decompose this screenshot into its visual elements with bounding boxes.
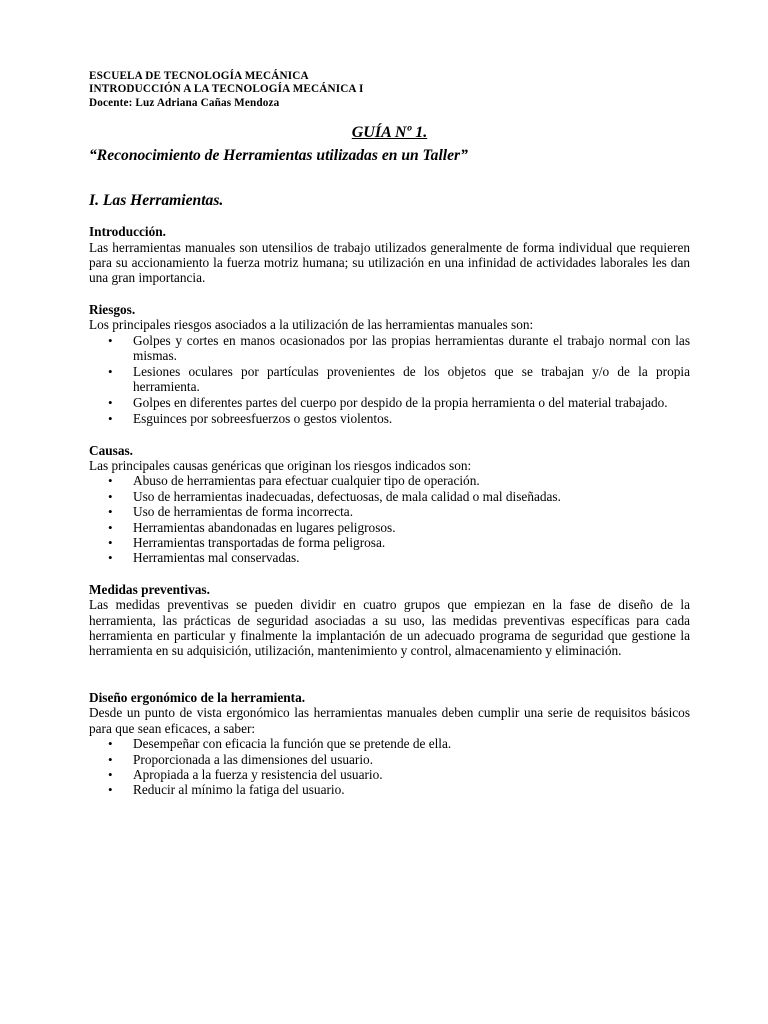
bullet-icon: • [108, 550, 113, 566]
list-item-text: Uso de herramientas inadecuadas, defectuosas, de mala calidad o mal diseñadas. [133, 488, 561, 504]
preventive-section [89, 582, 690, 659]
causes-intro: Las principales causas genéricas que originan los riesgos indicados son: [89, 458, 472, 473]
bullet-icon: • [108, 766, 113, 782]
ergonomic-heading: Diseño ergonómico de la herramienta. [89, 689, 306, 705]
list-item [108, 473, 690, 489]
bullet-icon: • [108, 332, 113, 348]
list-item-text: Apropiada a la fuerza y resistencia del usuario. [133, 766, 383, 782]
course-name: INTRODUCCIÓN A LA TECNOLOGÍA MECÁNICA I [89, 83, 364, 96]
list-item [108, 519, 690, 535]
intro-text: Las herramientas manuales son utensilios de trabajo utilizados generalmente de forma individual que requieren para su accionamiento la fuerza motriz humana; su utilización en una infinidad de actividades laborales les dan una gran importancia. [89, 239, 690, 286]
preventive-text: Las medidas preventivas se pueden dividir en cuatro grupos que empiezan en la fase de diseño de la herramienta, las prácticas de seguridad asociadas a su uso, las medidas preventivas específicas para cada herramienta en particular y finalmente la implantación de un adecuado programa de seguridad que gestione la herramienta en su adquisición, utilización, mantenimiento y control, almacenamiento y eliminación. [89, 597, 690, 659]
list-item [108, 395, 690, 411]
list-item [108, 504, 690, 520]
bullet-icon: • [108, 504, 113, 520]
preventive-heading: Medidas preventivas. [89, 581, 210, 597]
bullet-icon: • [108, 363, 113, 379]
list-item [108, 751, 690, 767]
list-item [108, 535, 690, 551]
risks-section [89, 302, 690, 427]
list-item-text: Esguinces por sobreesfuerzos o gestos violentos. [133, 411, 393, 427]
list-item-text: Desempeñar con eficacia la función que se pretende de ella. [133, 736, 452, 752]
guide-subtitle: “Reconocimiento de Herramientas utilizadas en un Taller” [89, 147, 468, 165]
bullet-icon: • [108, 488, 113, 504]
list-item-text: Uso de herramientas de forma incorrecta. [133, 504, 354, 520]
list-item [108, 363, 690, 395]
list-item-text: Golpes y cortes en manos ocasionados por las propias herramientas durante el trabajo normal con las mismas. [133, 332, 690, 364]
intro-heading: Introducción. [89, 224, 166, 240]
list-item [108, 488, 690, 504]
teacher-name: Docente: Luz Adriana Cañas Mendoza [89, 96, 280, 109]
bullet-icon: • [108, 473, 113, 489]
bullet-icon: • [108, 519, 113, 535]
list-item-text: Reducir al mínimo la fatiga del usuario. [133, 782, 345, 798]
causes-list [89, 473, 690, 565]
document-header [89, 70, 690, 110]
intro-section [89, 224, 690, 286]
list-item-text: Abuso de herramientas para efectuar cualquier tipo de operación. [133, 473, 480, 489]
bullet-icon: • [108, 535, 113, 551]
list-item [108, 736, 690, 752]
list-item-text: Herramientas transportadas de forma peligrosa. [133, 535, 386, 551]
bullet-icon: • [108, 751, 113, 767]
list-item [108, 332, 690, 364]
list-item-text: Herramientas abandonadas en lugares peligrosos. [133, 519, 396, 535]
guide-title: GUÍA Nº 1. [351, 124, 428, 142]
list-item-text: Herramientas mal conservadas. [133, 550, 300, 566]
list-item [108, 550, 690, 566]
bullet-icon: • [108, 395, 113, 411]
list-item [108, 766, 690, 782]
list-item-text: Proporcionada a las dimensiones del usuario. [133, 751, 374, 767]
bullet-icon: • [108, 411, 113, 427]
list-item-text: Lesiones oculares por partículas provenientes de los objetos que se trabajan y/o de la propia herramienta. [133, 363, 690, 395]
risks-intro: Los principales riesgos asociados a la utilización de las herramientas manuales son: [89, 317, 534, 333]
list-item [108, 411, 690, 427]
causes-section [89, 443, 690, 566]
bullet-icon: • [108, 782, 113, 798]
school-name: ESCUELA DE TECNOLOGÍA MECÁNICA [89, 70, 309, 82]
risks-list [89, 333, 690, 427]
ergonomic-section [89, 690, 690, 798]
bullet-icon: • [108, 736, 113, 752]
list-item [108, 782, 690, 798]
ergonomic-intro: Desde un punto de vista ergonómico las herramientas manuales deben cumplir una serie de requisitos básicos para que sean eficaces, a saber: [89, 705, 690, 736]
ergonomic-list [89, 736, 690, 798]
section-title: I. Las Herramientas. [89, 192, 224, 210]
list-item-text: Golpes en diferentes partes del cuerpo por despido de la propia herramienta o del material trabajado. [133, 395, 668, 411]
risks-heading: Riesgos. [89, 301, 136, 317]
causes-heading: Causas. [89, 442, 133, 458]
